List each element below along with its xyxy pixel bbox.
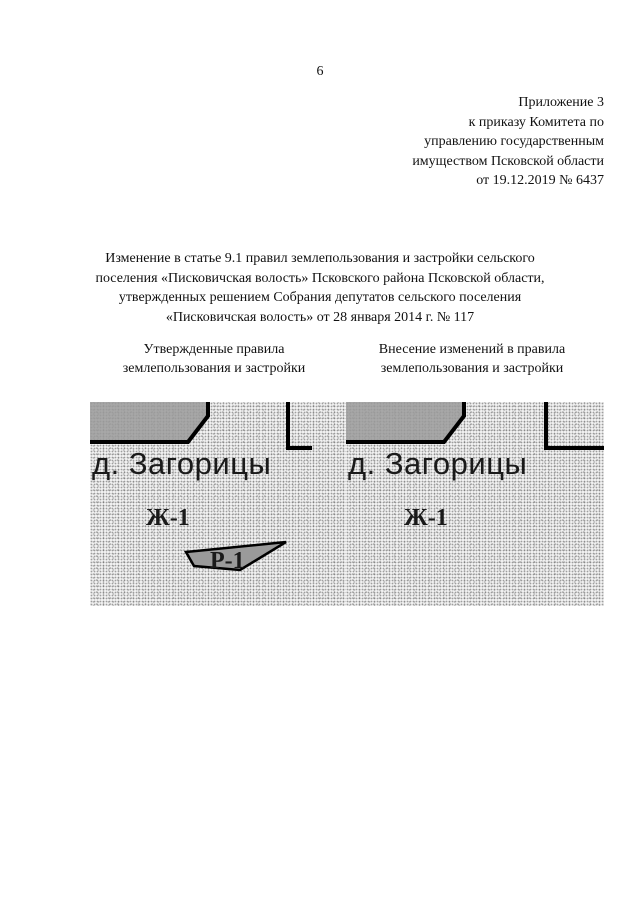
map-approved	[90, 402, 348, 606]
zone-label-residential: Ж-1	[146, 505, 190, 531]
page-number: 6	[316, 64, 324, 79]
appendix-line: управлению государственным	[424, 134, 604, 149]
appendix-block	[412, 93, 604, 191]
appendix-line: Приложение 3	[518, 95, 604, 110]
map-amended-boundaries	[346, 402, 604, 606]
map-amended	[346, 402, 604, 606]
appendix-line: от 19.12.2019 № 6437	[476, 173, 604, 188]
caption-line: Внесение изменений в правила	[378, 342, 566, 357]
zone-label-residential: Ж-1	[404, 505, 448, 531]
zone-boundary-line	[546, 402, 604, 448]
document-title	[60, 249, 580, 327]
title-line: Изменение в статье 9.1 правил землепользования и застройки сельского	[105, 251, 535, 266]
zone-boundary-line	[288, 402, 312, 448]
map-approved-boundaries	[90, 402, 348, 606]
caption-line: Утвержденные правила	[143, 342, 285, 357]
title-line: поселения «Писковичская волость» Псковского района Псковской области,	[95, 270, 545, 286]
caption-line: землепользования и застройки	[122, 361, 306, 376]
right-column-caption	[342, 340, 602, 378]
zone-label-recreation: Р-1	[210, 548, 245, 574]
title-line: утвержденных решением Собрания депутатов сельского поселения	[118, 290, 522, 305]
appendix-line: имуществом Псковской области	[412, 153, 604, 169]
caption-line: землепользования и застройки	[380, 361, 564, 376]
locality-label: д. Загорицы	[348, 446, 528, 481]
locality-label: д. Загорицы	[92, 446, 272, 481]
title-line: «Писковичская волость» от 28 января 2014 г. № 117	[165, 309, 475, 325]
appendix-line: к приказу Комитета по	[468, 114, 604, 130]
left-column-caption	[84, 340, 344, 378]
